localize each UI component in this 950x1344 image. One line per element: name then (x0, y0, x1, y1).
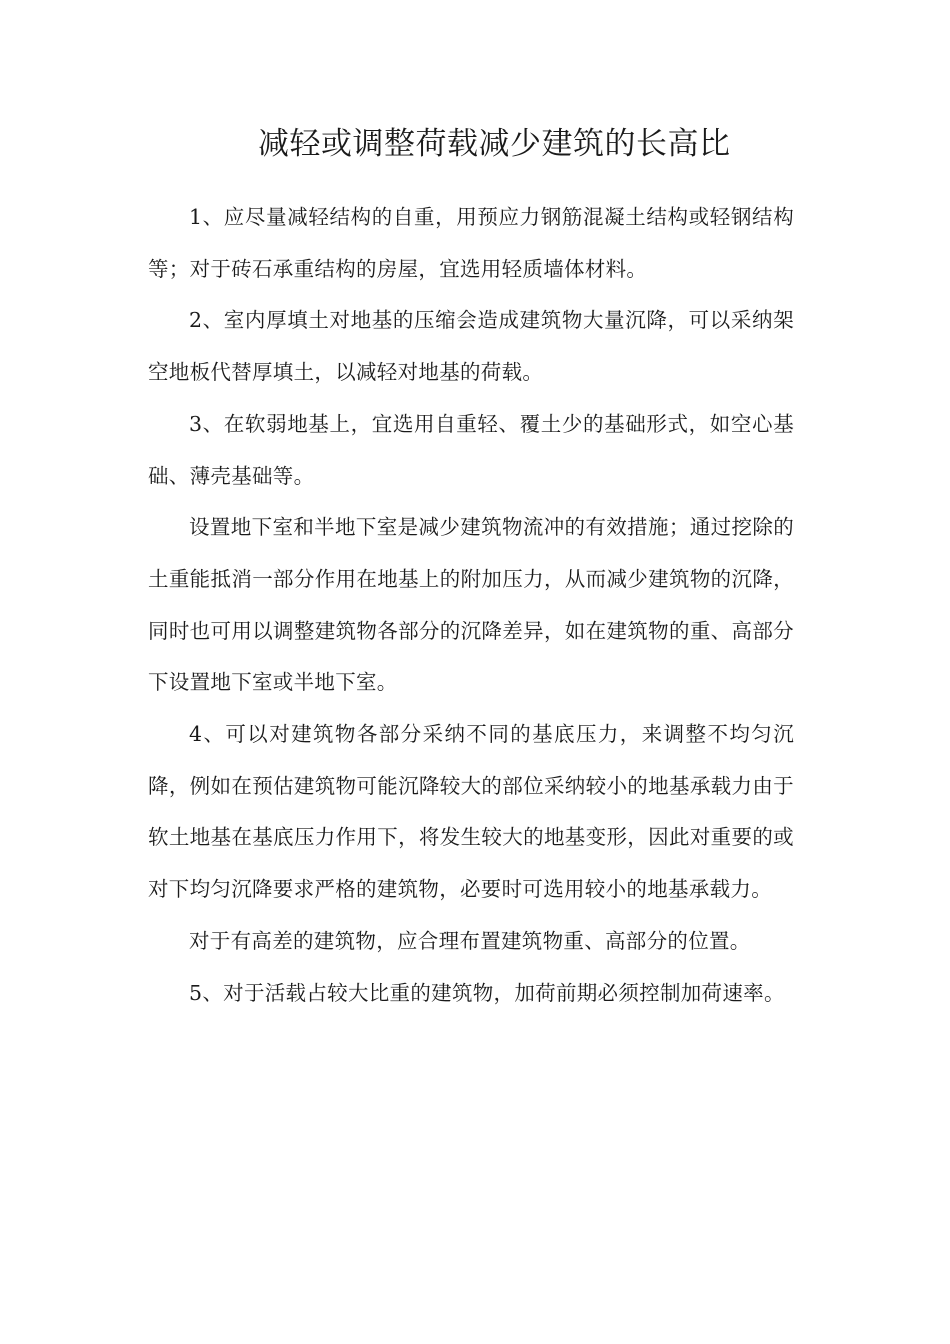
paragraph-5: 5、对于活载占较大比重的建筑物，加荷前期必须控制加荷速率。 (189, 980, 785, 1005)
paragraph-2: 2、室内厚填土对地基的压缩会造成建筑物大量沉降，可以采纳架空地板代替厚填土，以减轻对地基的荷载。 (148, 308, 794, 385)
paragraph-basement: 设置地下室和半地下室是减少建筑物流冲的有效措施；通过挖除的土重能抵消一部分作用在地基上的附加压力，从而减少建筑物的沉降，同时也可用以调整建筑物各部分的沉降差异，如在建筑物的重、高部分下设置地下室或半地下室。 (148, 515, 794, 695)
document-body (148, 192, 794, 1019)
paragraph-4: 4、可以对建筑物各部分采纳不同的基底压力，来调整不均匀沉降，例如在预估建筑物可能沉降较大的部位采纳较小的地基承载力由于软土地基在基底压力作用下，将发生较大的地基变形，因此对重要的或对下均匀沉降要求严格的建筑物，必要时可选用较小的地基承载力。 (148, 722, 794, 902)
document-title: 减轻或调整荷载减少建筑的长高比 (258, 126, 731, 162)
paragraph-1: 1、应尽量减轻结构的自重，用预应力钢筋混凝土结构或轻钢结构等；对于砖石承重结构的房屋，宜选用轻质墙体材料。 (148, 205, 794, 281)
paragraph-height-difference: 对于有高差的建筑物，应合理布置建筑物重、高部分的位置。 (189, 928, 751, 953)
paragraph-3: 3、在软弱地基上，宜选用自重轻、覆土少的基础形式，如空心基础、薄壳基础等。 (148, 411, 794, 488)
